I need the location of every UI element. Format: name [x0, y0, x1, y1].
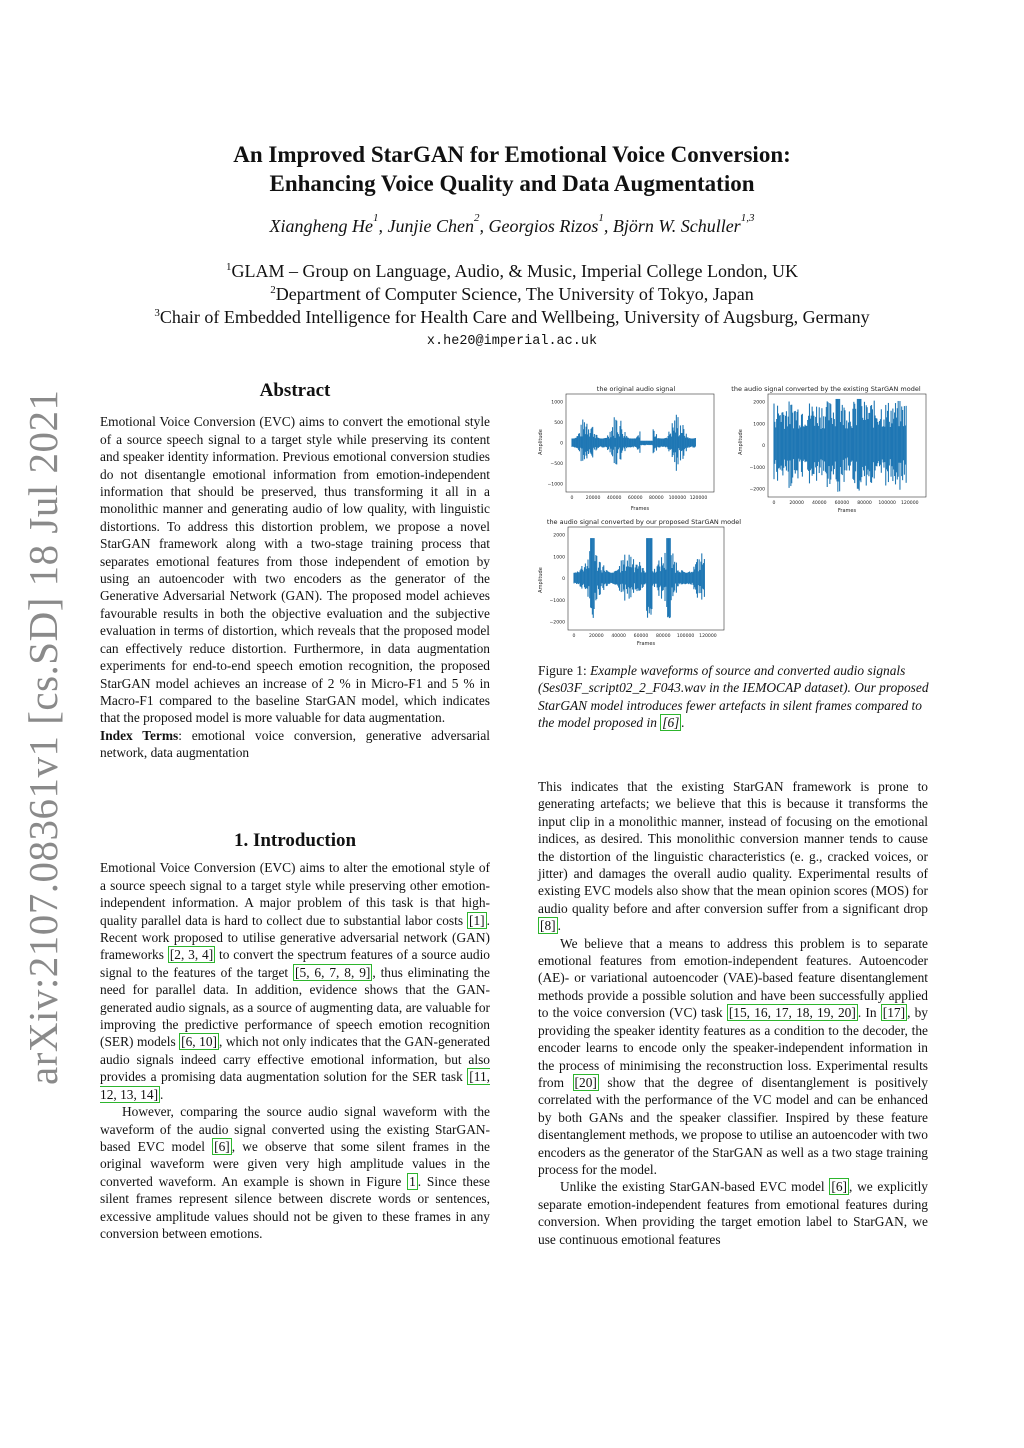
text-run: Unlike the existing StarGAN-based EVC model: [560, 1179, 830, 1195]
affiliation: [40, 283, 984, 306]
index-terms: [100, 727, 490, 762]
contact-email[interactable]: x.he20@imperial.ac.uk: [426, 334, 598, 349]
x-axis-label: Frames: [630, 506, 650, 512]
title-line-2: Enhancing Voice Quality and Data Augmentation: [269, 171, 755, 196]
intro-heading: 1. Introduction: [233, 830, 357, 851]
text-run: , we explicitly separate emotion-independent features from emotional features during conversion. When providing the target emotion label to StarGAN, we use continuous emotional features: [538, 1179, 928, 1247]
y-tick-label: 2000: [753, 400, 765, 406]
x-tick-label: 40000: [606, 496, 622, 501]
affil-text: GLAM – Group on Language, Audio, & Music, Imperial College London, UK: [231, 261, 798, 281]
index-terms-text: : emotional voice conversion, generative adversarial network, data augmentation: [100, 727, 490, 761]
arxiv-side-stamp: arXiv:2107.08361v1 [cs.SD] 18 Jul 2021: [20, 389, 66, 1085]
x-tick-label: 0: [570, 496, 574, 501]
text-run: , we observe that some silent frames in the original waveform were given very high amplitude values in the converted waveform. An example is shown in Figure: [100, 1138, 490, 1189]
affil-mark: 2: [270, 284, 276, 296]
citation-link[interactable]: [20]: [574, 1074, 597, 1090]
abstract-body: Emotional Voice Conversion (EVC) aims to convert the emotional style of a source speech signal to a target style while preserving its content and speaker identity information. Previous emotional conversion studies do not disentangle emotional information from emotion-independent information that should be preserved, thus transforming it all in a monolithic manner and generating audio of low quality, with linguistic distortions. To address this distortion problem, we propose a novel StarGAN framework along with a two-stage training process that separates emotional features from those independent of emotion by using an autoencoder with two encoders as the generator of the Generative Adversarial Network (GAN). The proposed model achieves favourable results in both the objective evaluation and the subjective evaluation in terms of distortion, which reveals that the proposed model can effectively reduce distortion. Furthermore, in data augmentation experiments for end-to-end speech emotion recognition, the proposed StarGAN model achieves an increase of 2 % in Micro-F1 and 5 % in Macro-F1 compared to the baseline StarGAN model, which indicates that the proposed model is more valuable for data augmentation.: [100, 414, 490, 726]
abstract-section: [100, 382, 490, 762]
x-tick-label: 60000: [627, 496, 643, 501]
affiliation: [40, 306, 984, 329]
citation-link[interactable]: [15, 16, 17, 18, 19, 20]: [728, 1005, 856, 1021]
x-tick-label: 20000: [589, 634, 604, 639]
figure-1: [530, 380, 940, 655]
x-tick-label: 80000: [649, 496, 664, 501]
y-tick-label: 1000: [553, 555, 565, 561]
affil-mark: 3: [154, 307, 160, 319]
waveform-panel-original: [538, 385, 714, 512]
y-tick-label: −2000: [749, 487, 765, 493]
x-tick-label: 80000: [857, 501, 872, 506]
right-column-body: [538, 778, 928, 1248]
author-affil-mark: 1: [373, 212, 379, 224]
x-tick-label: 20000: [585, 496, 601, 501]
affil-mark: 1: [226, 261, 232, 273]
title-line-1: An Improved StarGAN for Emotional Voice Conversion:: [233, 142, 791, 167]
index-terms-label: Index Terms: [100, 727, 179, 743]
figure-link[interactable]: 1: [409, 1173, 416, 1189]
x-tick-label: 40000: [811, 501, 827, 506]
y-axis-label: Amplitude: [538, 429, 544, 455]
author-name: Björn W. Schuller: [612, 216, 741, 236]
y-tick-label: 0: [562, 577, 565, 583]
citation-link[interactable]: [6]: [662, 715, 680, 731]
text-run: show that the degree of disentanglement is positively correlated with the performance of the VC model and can be enhanced by both GANs and the speaker classifier. Inspired by these feature disentanglement methods, we propose to utilise an autoencoder with two encoders as the generator of the StarGAN as well as a two stage training process for the model.: [538, 1074, 928, 1177]
y-tick-label: −1000: [749, 465, 765, 471]
waveform-panel-proposed-stargan: [538, 518, 741, 647]
citation-link[interactable]: [6]: [831, 1179, 847, 1195]
text-run: . Since these silent frames represent silence between discrete words or sentences, excessive amplitude values should not be given to these frames in any conversion between emotions.: [100, 1173, 490, 1241]
x-tick-label: 40000: [611, 634, 626, 639]
citation-link[interactable]: [2, 3, 4]: [169, 947, 214, 963]
author-affil-mark: 1,3: [740, 212, 755, 224]
text-run: , which not only indicates that the GAN-generated audio signals indeed carry effective emotional information, but also provides a promising data augmentation solution for the SER task: [100, 1034, 491, 1085]
affil-text: Department of Computer Science, The University of Tokyo, Japan: [275, 284, 754, 304]
panel-title: the original audio signal: [596, 385, 676, 393]
text-run: , by providing the speaker identity features as a condition to the decoder, the encoder learns to encode only the speaker-independent information in the process of minimising the reconstruction loss. Experimental results from: [538, 1005, 929, 1090]
affiliation: [40, 260, 984, 283]
body-paragraph: [538, 778, 928, 935]
y-tick-label: 500: [554, 421, 563, 427]
citation-link[interactable]: [1]: [469, 912, 485, 928]
x-tick-label: 0: [772, 501, 776, 506]
y-axis-label: Amplitude: [738, 429, 744, 455]
x-axis-label: Frames: [837, 508, 857, 514]
x-axis-label: Frames: [636, 641, 656, 647]
text-run: . In: [857, 1005, 881, 1021]
abstract-heading: Abstract: [259, 380, 331, 401]
author-affil-mark: 2: [474, 212, 480, 224]
figure-1-plots: [530, 380, 940, 655]
text-run: We believe that a means to address this problem is to separate emotional features from emotion-independent features. Autoencoder (AE)- or variational autoencoder (VAE)-based feature disentanglement methods provide a possible solution and have been successfully applied to the voice conversion (VC) task: [538, 935, 928, 1021]
x-tick-label: 60000: [633, 634, 649, 639]
intro-paragraph-2: [100, 1103, 490, 1242]
citation-link[interactable]: [17]: [882, 1005, 906, 1021]
y-tick-label: 1000: [551, 400, 563, 406]
introduction-section: [100, 832, 490, 1242]
citation-link[interactable]: [11, 12, 13, 14]: [100, 1069, 490, 1102]
x-tick-label: 120000: [689, 496, 708, 501]
caption-end: .: [681, 715, 685, 731]
x-tick-label: 100000: [676, 634, 695, 639]
author-name: Georgios Rizos: [488, 216, 599, 236]
caption-label: Figure 1:: [538, 663, 587, 678]
x-tick-label: 120000: [901, 501, 919, 506]
x-tick-label: 100000: [878, 501, 896, 506]
x-tick-label: 0: [572, 634, 576, 639]
y-tick-label: −2000: [549, 620, 565, 626]
text-run: . Recent work proposed to utilise generative adversarial network (GAN) frameworks: [100, 912, 490, 963]
y-tick-label: 0: [762, 444, 765, 450]
x-tick-label: 80000: [655, 634, 671, 639]
citation-link[interactable]: [5, 6, 7, 8, 9]: [295, 964, 371, 980]
paper-title: [60, 140, 964, 198]
affil-text: Chair of Embedded Intelligence for Health Care and Wellbeing, University of Augsburg, Germany: [159, 307, 870, 327]
text-run: .: [557, 918, 561, 934]
panel-title: the audio signal converted by our proposed StarGAN model: [546, 518, 742, 526]
y-tick-label: −1000: [547, 482, 563, 488]
waveform-panel-existing-stargan: [731, 385, 926, 514]
citation-link[interactable]: [8]: [540, 918, 556, 934]
body-paragraph: [538, 1178, 928, 1248]
x-tick-label: 60000: [834, 501, 850, 506]
intro-paragraph-1: [100, 859, 490, 1103]
affiliations: [40, 260, 984, 329]
y-tick-label: 0: [560, 441, 563, 447]
y-tick-label: −500: [550, 462, 563, 468]
text-run: , thus eliminating the need for parallel data. In addition, evidence shows that the GAN-generated audio signals, as a source of augmenting data, are valuable for improving the predictive performance of speech emotion recognition (SER) models: [100, 964, 490, 1050]
text-run: However, comparing the source audio signal waveform with the waveform of the audio signal converted using the existing StarGAN-based EVC model: [100, 1104, 490, 1154]
y-axis-label: Amplitude: [538, 567, 544, 593]
author-name: Xiangheng He: [269, 216, 374, 236]
y-tick-label: 2000: [553, 533, 565, 539]
text-run: This indicates that the existing StarGAN framework is prone to generating artefacts; we believe that this is because it transforms the input clip in a monolithic manner, instead of focusing on the emotional indices, as desired. This monolithic conversion manner tends to cause the distortion of the linguistic characteristics (e. g., cracked voices, or jitter) and damages the overall audio quality. Experimental results of existing EVC models also show that the mean opinion scores (MOS) for audio quality before and after conversion suffer from a significant drop: [538, 779, 928, 916]
y-tick-label: 1000: [753, 422, 765, 428]
text-run: to convert the spectrum features of a source audio signal to the features of the target: [100, 947, 490, 980]
text-run: .: [160, 1086, 164, 1102]
citation-link[interactable]: [6, 10]: [181, 1034, 218, 1050]
y-tick-label: −1000: [549, 598, 565, 604]
text-run: Emotional Voice Conversion (EVC) aims to alter the emotional style of a source speech signal to a target style while preserving other emotion-independent information. A major problem of this task is that high-quality parallel data is hard to collect due to substantial labor costs: [100, 860, 490, 928]
x-tick-label: 20000: [789, 501, 804, 506]
x-tick-label: 120000: [699, 634, 717, 639]
citation-link[interactable]: [6]: [214, 1138, 230, 1154]
author-list: Xiangheng He$^1$, Junjie Chen$^2$, Georgios Rizos$^1$, Björn W. Schuller$^{1,3}$: [269, 212, 755, 236]
author-name: Junjie Chen: [387, 216, 475, 236]
caption-text: Example waveforms of source and converted audio signals (Ses03F_script02_2_F043.wav in the IEMOCAP dataset). Our proposed StarGAN model introduces fewer artefacts in silent frames compared to the model proposed in: [538, 663, 929, 731]
body-paragraph: [538, 935, 928, 1179]
figure-1-caption: [538, 662, 930, 732]
panel-title: the audio signal converted by the existing StarGAN model: [731, 385, 921, 393]
author-affil-mark: 1: [598, 212, 604, 224]
x-tick-label: 100000: [668, 496, 687, 501]
